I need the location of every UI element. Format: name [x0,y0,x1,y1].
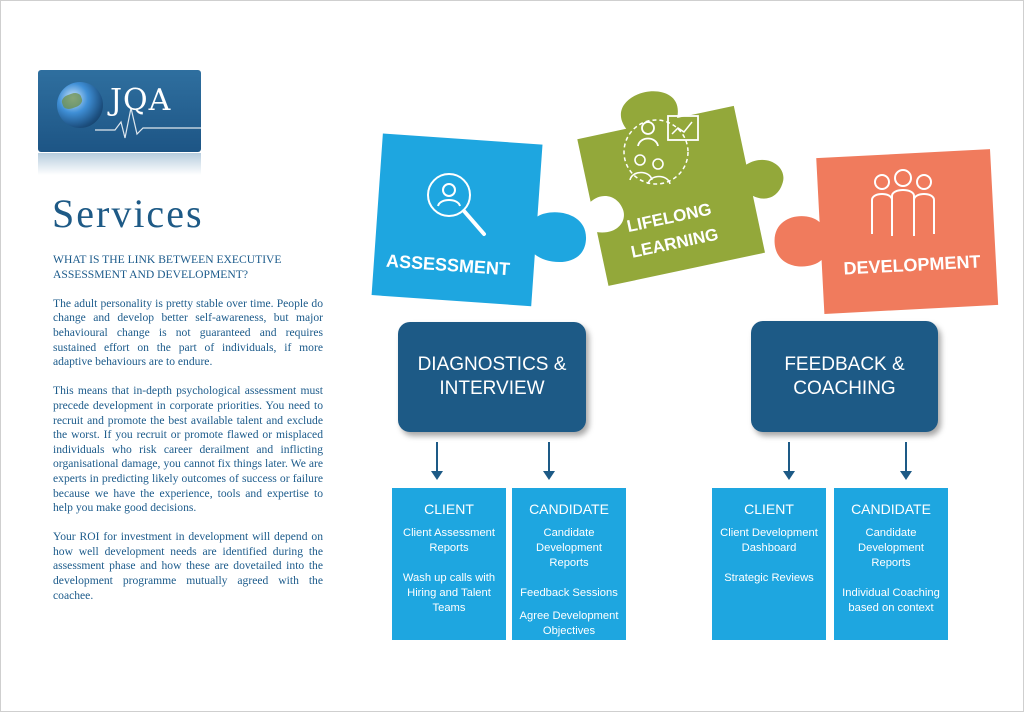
intro-paragraph-3: Your ROI for investment in development will depend on how well development needs are identified during the assessment phase and how these are dovetailed into the development programme mutually agreed with the coachee. [53,530,323,602]
logo-reflection [38,153,201,175]
card-heading: CLIENT [744,501,794,517]
card-item: Individual Coaching based on context [842,587,940,614]
candidate-assessment-card [512,488,626,640]
card-heading: CANDIDATE [851,501,931,517]
client-assessment-card [392,488,506,640]
arrow-down-icon [905,442,907,472]
card-heading: CANDIDATE [529,501,609,517]
logo-text: JQA [110,83,172,118]
feedback-line2: COACHING [793,377,896,399]
intro-text [53,253,323,618]
assessment-label: ASSESSMENT [385,250,511,280]
arrow-down-icon [788,442,790,472]
client-development-card [712,488,826,640]
feedback-line1: FEEDBACK & [784,353,905,375]
card-item: Feedback Sessions [520,587,618,599]
card-heading: CLIENT [424,501,474,517]
page-title: Services [52,191,204,236]
card-item: Candidate Development Reports [858,527,924,569]
lifelong-label-line2: LEARNING [629,224,720,262]
intro-paragraph-1: The adult personality is pretty stable over time. People do change and develop better self-awareness, but major behavioural change is not guaranteed and requires sustained effort on the part of individuals, if more adaptive behaviours are to endure. [53,296,323,369]
search-person-icon [422,168,492,243]
card-item: Strategic Reviews [724,572,814,584]
card-item: Wash up calls with Hiring and Talent Teams [402,572,496,614]
lifelong-label-line1: LIFELONG [625,199,714,237]
card-item: Agree Development Objectives [519,610,619,637]
development-label: DEVELOPMENT [843,251,981,279]
learning-people-icon [618,108,708,190]
arrow-down-icon [436,442,438,472]
intro-question: WHAT IS THE LINK BETWEEN EXECUTIVE ASSESSMENT AND DEVELOPMENT? [53,253,282,281]
card-item: Candidate Development Reports [536,527,602,569]
people-group-icon [866,164,940,240]
card-item: Client Assessment Reports [402,527,496,554]
arrow-down-icon [548,442,550,472]
diagnostics-line1: DIAGNOSTICS & [417,354,567,375]
card-item: Client Development Dashboard [720,527,818,554]
diagnostics-interview-box [398,322,586,432]
feedback-coaching-box [751,321,938,432]
candidate-development-card [834,488,948,640]
diagnostics-line2: INTERVIEW [439,378,545,399]
intro-paragraph-2: This means that in-depth psychological assessment must precede development in corporate priorities. You need to recruit and promote the best available talent and exclude the worst. If you recruit or promote flawed or misplaced individuals who risk career derailment and inflicting organisational damage, you cannot fix things later. We are experts in predicting likely outcomes of success or failure because we have the experience, tools and expertise to help you make good decisions. [53,384,323,515]
